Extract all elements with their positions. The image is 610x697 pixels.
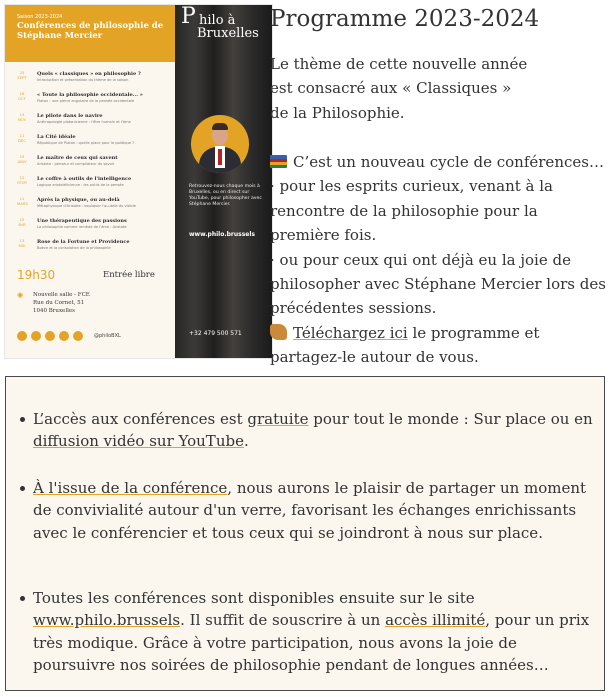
schedule-subtitle: Métaphysique d'Aristote : expliquer l'au-delà du visible — [37, 204, 136, 208]
schedule-date: 16 OCT — [18, 91, 26, 101]
cycle-intro: C’est un nouveau cycle de conférences… — [293, 153, 604, 171]
poster-kicker: Saison 2023-2024 — [17, 14, 63, 20]
schedule-title: Une thérapeutique des passions — [37, 218, 127, 224]
speaker-tie — [218, 149, 222, 165]
instagram-icon — [73, 331, 83, 341]
after-text: , nous aurons le plaisir de partager un moment de convivialité autour d'un verre, favorisant les échanges enrichissants avec le conférencier et tous ceux qui se joindront à nous sur place. — [33, 479, 587, 542]
schedule-date: 13 MAI — [18, 238, 26, 248]
poster-entry: Entrée libre — [103, 270, 155, 280]
list-item — [33, 477, 593, 544]
availability-text: Toutes les conférences sont disponibles ensuite sur le site — [33, 589, 475, 607]
poster-phone: +32 479 500 571 — [189, 330, 242, 337]
logo-line1: hilo à — [199, 13, 236, 28]
availability-text: , pour un prix très modique. Grâce à votre participation, nous avons la joie de poursuivre nos soirées de philosophie pendant de longues années… — [33, 611, 590, 675]
cycle-curious: · pour les esprits curieux, venant à la rencontre de la philosophie pour la première fois. — [270, 177, 553, 245]
program-poster-image[interactable] — [5, 5, 272, 358]
schedule-subtitle: Platon : une pierre angulaire de la pensée occidentale — [37, 99, 135, 103]
list-item — [33, 587, 593, 677]
list-item — [33, 408, 593, 453]
access-text: L’accès aux conférences est — [33, 410, 248, 428]
schedule-title: Le maître de ceux qui savent — [37, 155, 118, 161]
poster-url: www.philo.brussels — [189, 231, 255, 238]
speaker-photo — [191, 115, 249, 173]
telegram-icon — [45, 331, 55, 341]
after-conference-link[interactable]: À l'issue de la conférence — [33, 479, 228, 497]
schedule-title: Après la physique, ou au-delà — [37, 197, 120, 203]
access-text: . — [243, 432, 249, 451]
info-box — [5, 376, 605, 691]
youtube-stream-link[interactable]: diffusion vidéo sur YouTube — [33, 432, 244, 451]
schedule-date: 15 AVR — [18, 217, 26, 227]
download-line — [270, 321, 606, 370]
venue-line: Rue du Cornet, 51 — [33, 300, 85, 306]
venue-line: Nouvelle salle - FCE — [33, 292, 90, 298]
bullet — [20, 417, 25, 422]
poster-time: 19h30 — [17, 268, 56, 282]
schedule-title: Le pilote dans le navire — [37, 113, 103, 119]
poster-venue — [33, 291, 90, 315]
download-rest: le programme et partagez-le autour de vous. — [270, 323, 540, 367]
schedule-date: 12 FÉVR — [17, 175, 27, 185]
access-text: pour tout le monde : Sur place ou en — [308, 410, 593, 428]
intro-paragraph: Le thème de cette nouvelle année est consacré aux « Classiques » de la Philosophie. — [270, 55, 528, 122]
location-pin-icon: ◉ — [17, 291, 24, 299]
schedule-subtitle: Aristote : penseur et compilateur du savoir — [37, 162, 115, 166]
schedule-date: 13 NOV — [17, 112, 27, 122]
schedule-subtitle: Boèce et la consolation de la philosophie — [37, 246, 111, 250]
schedule-title: Rose de la Fortune et Providence — [37, 239, 130, 245]
x-icon — [59, 331, 69, 341]
schedule-date: 25 SEPT — [17, 70, 27, 80]
availability-text: . Il suffit de souscrire à un — [180, 611, 386, 630]
schedule-title: La Cité idéale — [37, 134, 76, 140]
cycle-intro-line — [270, 150, 606, 174]
schedule-title: « Toute la philosophie occidentale... » — [37, 92, 143, 98]
youtube-icon — [17, 331, 27, 341]
schedule-date: 15 JANV — [17, 154, 27, 164]
schedule-subtitle: République de Platon : quelle place pour le politique ? — [37, 141, 135, 145]
poster-side-text: Retrouvez-nous chaque mois à Bruxelles, ou en direct sur YouTube, pour philosopher avec Stéphane Mercier. — [189, 184, 262, 207]
schedule-title: Quels « classiques » en philosophie ? — [37, 71, 141, 77]
download-link[interactable]: Téléchargez ici — [293, 323, 408, 342]
site-link[interactable]: www.philo.brussels — [33, 611, 181, 630]
free-link[interactable]: gratuite — [247, 410, 309, 428]
facebook-icon — [31, 331, 41, 341]
schedule-subtitle: Introduction et présentation du thème de la saison — [37, 78, 129, 82]
schedule-date: 11 MARS — [17, 196, 28, 206]
schedule-subtitle: Logique aristotélicienne : les outils de la pensée — [37, 183, 124, 187]
books-icon — [270, 155, 287, 168]
logo-line2: Bruxelles — [197, 26, 259, 41]
poster-side-panel — [175, 5, 272, 358]
speaker-hair — [212, 123, 228, 130]
schedule-date: 11 DÉC — [18, 133, 26, 143]
poster-handle: @philoBXL — [94, 333, 121, 339]
bullet — [20, 596, 25, 601]
bullet — [20, 486, 25, 491]
schedule-row — [5, 239, 175, 263]
scroll-icon — [270, 324, 287, 340]
schedule-subtitle: La philosophie comme remède de l'âme : Aristote — [37, 225, 127, 229]
venue-line: 1040 Bruxelles — [33, 308, 75, 314]
unlimited-access-link[interactable]: accès illimité — [385, 611, 486, 630]
schedule-subtitle: Anthropologie platonicienne : l'être humain et l'âme — [37, 120, 131, 124]
schedule-title: Le coffre à outils de l'intelligence — [37, 176, 132, 182]
poster-header — [5, 5, 175, 62]
cycle-returning: · ou pour ceux qui ont déjà eu la joie de philosopher avec Stéphane Mercier lors des précédentes sessions. — [270, 250, 606, 318]
page-title: Programme 2023-2024 — [270, 6, 540, 32]
cycle-paragraph — [270, 150, 606, 370]
poster-title: Conférences de philosophie de Stéphane Mercier — [17, 21, 164, 41]
logo-letter: P — [181, 5, 196, 29]
